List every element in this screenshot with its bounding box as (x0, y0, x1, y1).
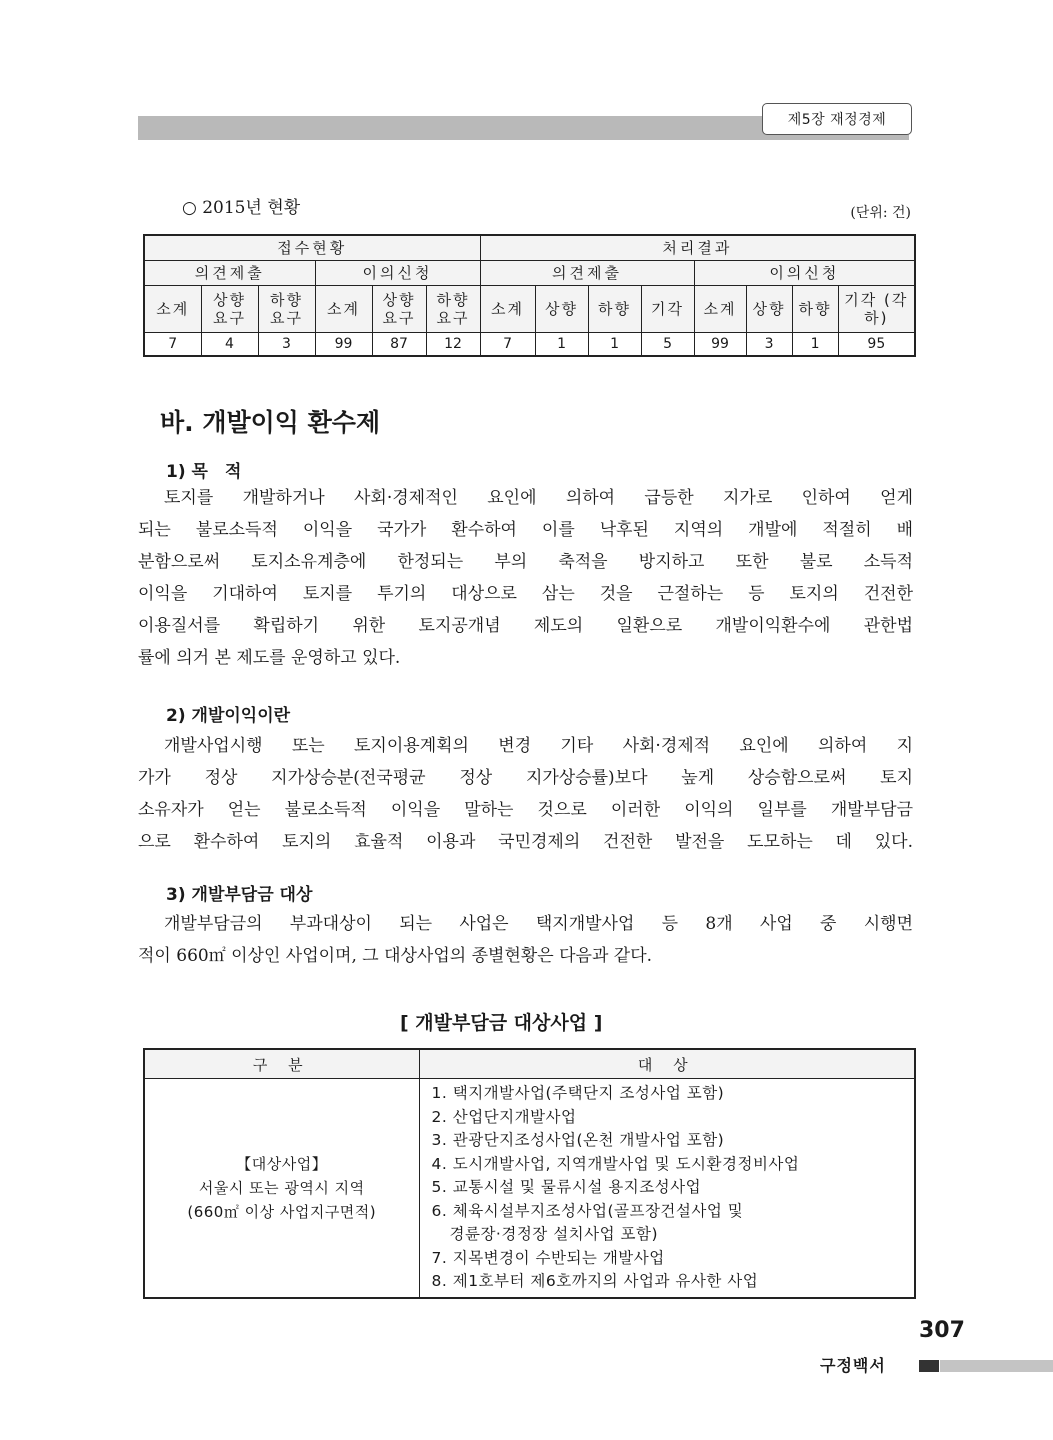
value-cell: 4 (201, 333, 258, 357)
category-label: 【대상사업】 (236, 1154, 328, 1173)
project-item: 5. 교통시설 및 물류시설 용지조성사업 (431, 1178, 702, 1196)
value-cell: 87 (372, 333, 426, 357)
subsection-heading-definition: 2) 개발이익이란 (166, 706, 291, 726)
text-line: 개발부담금의 부과대상이 되는 사업은 택지개발사업 등 8개 사업 중 시행면 (164, 914, 913, 934)
col-header: 하향 (588, 286, 641, 333)
text-line: 되는 불로소득적 이익을 국가가 환수하여 이를 낙후된 지역의 개발에 적절히 배 (138, 520, 913, 540)
page-number: 307 (919, 1318, 965, 1343)
group-header-received: 접수현황 (144, 235, 480, 261)
category-cell (144, 1079, 419, 1298)
value-cell: 7 (480, 333, 535, 357)
footer-marker (919, 1360, 939, 1372)
value-cell: 12 (426, 333, 480, 357)
col-header: 상향 요구 (201, 286, 258, 333)
col-header: 상향 (535, 286, 588, 333)
text-line: 분함으로써 토지소유계층에 한정되는 부의 축적을 방지하고 또한 불로 소득적 (138, 552, 913, 572)
value-cell: 7 (144, 333, 201, 357)
projects-table-title: [ 개발부담금 대상사업 ] (400, 1012, 603, 1034)
paragraph-purpose (138, 482, 913, 674)
text-line: 토지를 개발하거나 사회·경제적인 요인에 의하여 급등한 지가로 인하여 얻게 (164, 488, 913, 508)
text-line: 가가 정상 지가상승분(전국평균 정상 지가상승률)보다 높게 상승함으로써 토지 (138, 768, 913, 788)
text-line: 적이 660㎡ 이상인 사업이며, 그 대상사업의 종별현황은 다음과 같다. (138, 946, 653, 966)
project-item-continued: 경륜장·경정장 설치사업 포함) (449, 1225, 659, 1243)
footer-bar (940, 1360, 1053, 1372)
col-header: 하향 요구 (258, 286, 315, 333)
sub-header: 이의신청 (315, 261, 480, 286)
subsection-heading-targets: 3) 개발부담금 대상 (166, 885, 313, 905)
col-header: 상향 (746, 286, 792, 333)
col-header: 소계 (480, 286, 535, 333)
col-header: 하향 (792, 286, 838, 333)
text-line: 개발사업시행 또는 토지이용계획의 변경 기타 사회·경제적 요인에 의하여 지 (164, 736, 913, 756)
unit-label: (단위: 건) (850, 205, 911, 221)
sub-header: 의견제출 (144, 261, 315, 286)
project-item: 2. 산업단지개발사업 (431, 1107, 577, 1126)
paragraph-definition (138, 730, 913, 858)
value-cell: 1 (792, 333, 838, 357)
value-cell: 99 (315, 333, 372, 357)
col-header: 소계 (694, 286, 746, 333)
value-cell: 99 (694, 333, 746, 357)
category-area: (660㎡ 이상 사업지구면적) (187, 1202, 377, 1221)
project-item: 7. 지목변경이 수반되는 개발사업 (431, 1248, 665, 1267)
col-header: 소계 (315, 286, 372, 333)
text-line: 이익을 기대하여 토지를 투기의 대상으로 삼는 것을 근절하는 등 토지의 건전한 (138, 584, 913, 604)
column-header-target: 대 상 (419, 1049, 915, 1079)
project-item: 8. 제1호부터 제6호까지의 사업과 유사한 사업 (431, 1272, 759, 1290)
column-header-category: 구 분 (144, 1049, 419, 1079)
col-header: 소계 (144, 286, 201, 333)
status-title: ○ 2015년 현황 (182, 198, 301, 218)
value-cell: 1 (535, 333, 588, 357)
status-table (143, 234, 916, 357)
project-item: 4. 도시개발사업, 지역개발사업 및 도시환경정비사업 (431, 1154, 800, 1173)
sub-header: 의견제출 (480, 261, 694, 286)
category-region: 서울시 또는 광역시 지역 (198, 1178, 365, 1197)
sub-header: 이의신청 (694, 261, 915, 286)
text-line: 률에 의거 본 제도를 운영하고 있다. (138, 648, 401, 668)
col-header: 상향 요구 (372, 286, 426, 333)
subsection-heading-purpose: 1) 목 적 (166, 462, 242, 482)
target-list-cell (419, 1079, 915, 1298)
section-title: 바. 개발이익 환수제 (160, 408, 381, 437)
value-cell: 5 (641, 333, 694, 357)
text-line: 으로 환수하여 토지의 효율적 이용과 국민경제의 건전한 발전을 도모하는 데 있다. (138, 832, 913, 852)
project-item: 1. 택지개발사업(주택단지 조성사업 포함) (431, 1084, 725, 1102)
paragraph-targets (138, 908, 913, 972)
col-header: 기각 (각하) (838, 286, 915, 333)
project-item: 6. 체육시설부지조성사업(골프장건설사업 및 (431, 1201, 744, 1220)
chapter-tab: 제5장 재정경제 (762, 103, 912, 135)
value-cell: 1 (588, 333, 641, 357)
col-header: 하향 요구 (426, 286, 480, 333)
text-line: 이용질서를 확립하기 위한 토지공개념 제도의 일환으로 개발이익환수에 관한법 (138, 616, 913, 636)
projects-table (143, 1048, 916, 1299)
book-title: 구정백서 (820, 1356, 886, 1375)
value-cell: 3 (746, 333, 792, 357)
group-header-result: 처리결과 (480, 235, 915, 261)
value-cell: 3 (258, 333, 315, 357)
col-header: 기각 (641, 286, 694, 333)
text-line: 소유자가 얻는 불로소득적 이익을 말하는 것으로 이러한 이익의 일부를 개발부담금 (138, 800, 913, 820)
project-item: 3. 관광단지조성사업(온천 개발사업 포함) (431, 1131, 725, 1149)
value-cell: 95 (838, 333, 915, 357)
